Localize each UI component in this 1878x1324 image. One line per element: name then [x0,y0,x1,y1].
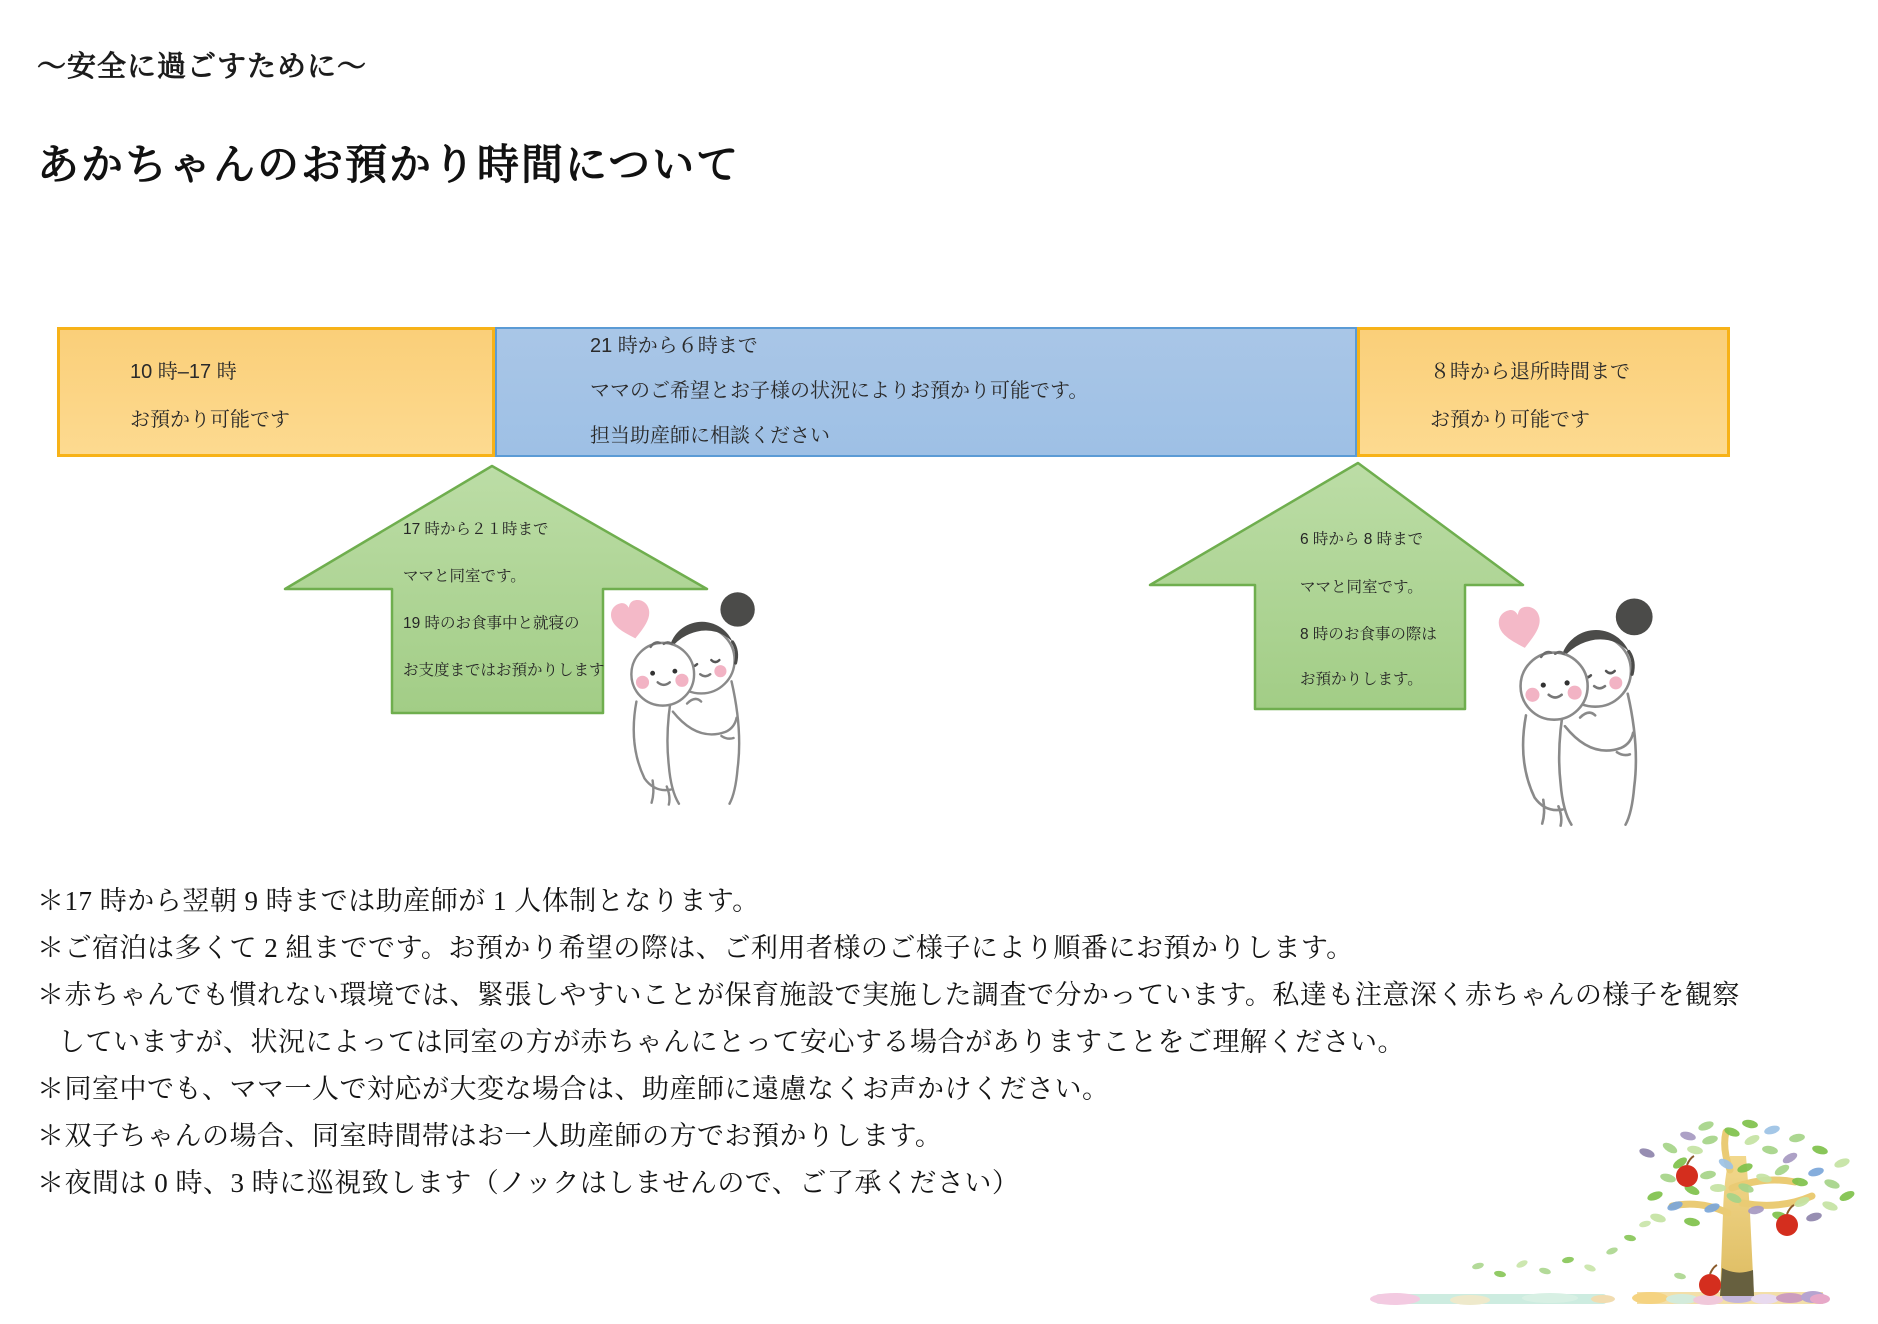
timeline-daytime-box [57,327,495,457]
note-item: ＊双子ちゃんの場合、同室時間帯はお一人助産師の方でお預かりします。 [37,1121,943,1151]
ground-strip [1370,1291,1830,1305]
morning-arrow [1145,458,1530,712]
note-item: ＊夜間は 0 時、3 時に巡視致します（ノックはしませんので、ご了承ください） [37,1168,1020,1198]
tree-illustration [1350,1118,1878,1318]
page-title: あかちゃんのお預かり時間について [37,143,741,189]
falling-leaves [1471,1220,1686,1281]
mother-baby-illustration [1487,594,1671,827]
evening-arrow-line2: ママと同室です。 [403,568,526,585]
morning-note: お預かり可能です [1430,409,1590,431]
morning-arrow-line2: ママと同室です。 [1300,579,1423,596]
note-item-continuation: していますが、状況によっては同室の方が赤ちゃんにとって安心する場合がありますことをご理解ください。 [58,1027,1405,1057]
page-subtitle: ～安全に過ごすために～ [37,51,368,83]
morning-arrow-line4: お預かりします。 [1300,671,1423,688]
note-item: ＊赤ちゃんでも慣れない環境では、緊張しやすいことが保育施設で実施した調査で分かっています。私達も注意深く赤ちゃんの様子を観察 [37,980,1740,1010]
timeline-morning-box [1357,327,1730,457]
timeline-night-box [495,327,1357,457]
morning-hours: ８時から退所時間まで [1430,361,1630,383]
morning-arrow-line3: 8 時のお食事の際は [1300,626,1437,643]
night-contact: 担当助産師に相談ください [590,425,830,447]
note-item: ＊17 時から翌朝 9 時までは助産師が 1 人体制となります。 [37,886,760,916]
evening-arrow-hours: 17 時から２１時まで [403,521,549,538]
daytime-hours: 10 時–17 時 [130,361,237,383]
daytime-note: お預かり可能です [130,409,290,431]
night-note: ママのご希望とお子様の状況によりお預かり可能です。 [590,380,1089,402]
note-item: ＊ご宿泊は多くて 2 組までです。お預かり希望の際は、ご利用者様のご様子により順番にお預かりします。 [37,933,1354,963]
evening-arrow-line4: お支度まではお預かりします [403,662,605,679]
night-hours: 21 時から６時まで [590,335,758,357]
note-item: ＊同室中でも、ママ一人で対応が大変な場合は、助産師に遠慮なくお声かけください。 [37,1074,1110,1104]
mother-baby-illustration [600,588,772,806]
morning-arrow-hours: 6 時から 8 時まで [1300,531,1424,548]
evening-arrow-line3: 19 時のお食事中と就寝の [403,615,580,632]
